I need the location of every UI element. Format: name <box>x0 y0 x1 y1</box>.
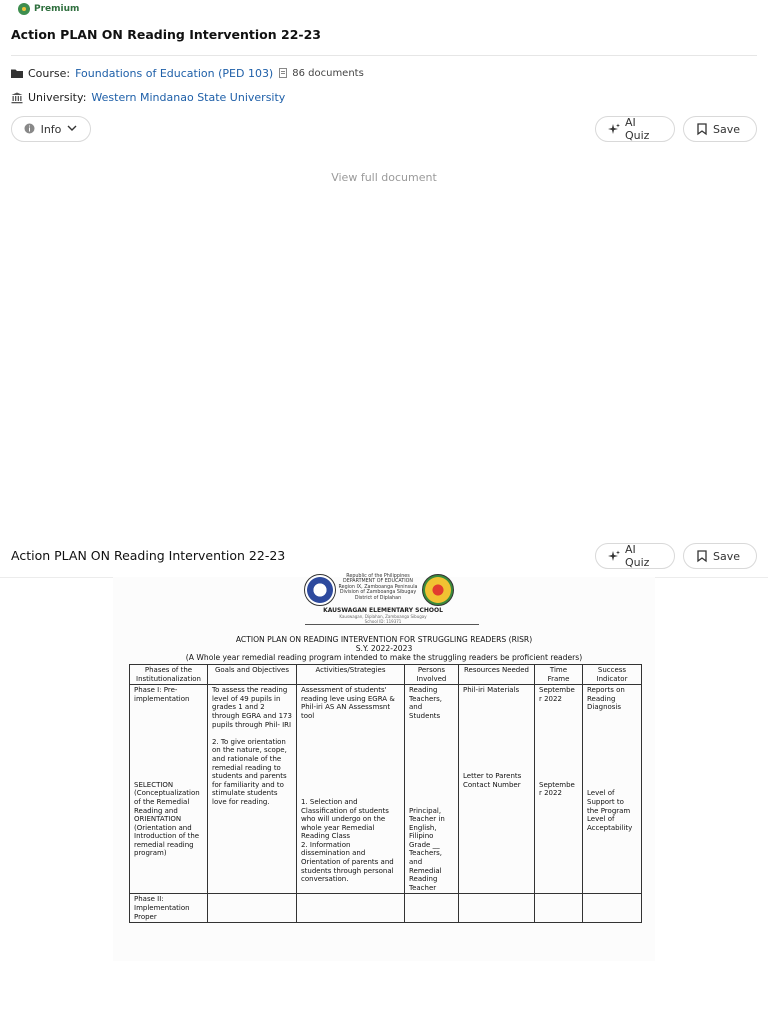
course-label: Course: <box>28 67 71 80</box>
sticky-ai-quiz-button[interactable] <box>595 543 675 569</box>
table-cell <box>459 894 535 923</box>
action-plan-table <box>129 664 642 923</box>
sparkle-icon <box>608 550 620 562</box>
premium-icon <box>18 3 30 15</box>
column-header: Success Indicator <box>583 665 642 685</box>
plan-subtitle: (A Whole year remedial reading program intended to make the struggling readers be proficient readers) <box>185 653 583 662</box>
university-row <box>11 91 285 104</box>
ai-quiz-button[interactable] <box>595 116 675 142</box>
documents-count: 86 documents <box>292 68 364 79</box>
plan-title: ACTION PLAN ON READING INTERVENTION FOR STRUGGLING READERS (RISR) <box>235 635 533 644</box>
column-header: Resources Needed <box>459 665 535 685</box>
course-link[interactable]: Foundations of Education (PED 103) <box>75 67 274 80</box>
save-button[interactable] <box>683 116 757 142</box>
university-link[interactable]: Western Mindanao State University <box>91 91 286 104</box>
sticky-header <box>0 538 768 578</box>
table-cell <box>405 894 459 923</box>
premium-badge <box>18 3 79 15</box>
university-icon <box>11 92 23 104</box>
folder-icon <box>11 68 23 80</box>
table-cell <box>583 894 642 923</box>
school-year: S.Y. 2022-2023 <box>355 644 413 653</box>
column-header: Phases of the Institutionalization <box>130 665 208 685</box>
university-label: University: <box>28 91 87 104</box>
sticky-title: Action PLAN ON Reading Intervention 22-23 <box>11 548 286 563</box>
school-name: KAUSWAGAN ELEMENTARY SCHOOL <box>323 607 443 614</box>
table-cell: Phase I: Pre-implementation SELECTION (Conceptualization of the Remedial Reading and ORIENTATION (Orientation and Introduction of the remedial reading program) <box>130 685 208 894</box>
table-header-row <box>130 665 642 685</box>
info-button[interactable] <box>11 116 91 142</box>
chevron-down-icon <box>66 123 78 135</box>
document-preview <box>113 574 655 961</box>
table-cell <box>535 894 583 923</box>
view-full-document-link[interactable]: View full document <box>331 171 437 184</box>
info-icon <box>24 123 36 135</box>
school-id: School ID: 119371 <box>364 619 402 624</box>
header-line: Republic of the Philippines <box>346 574 410 579</box>
column-header: Persons Involved <box>405 665 459 685</box>
column-header: Goals and Objectives <box>208 665 297 685</box>
course-row <box>11 67 364 80</box>
ai-quiz-label: AI Quiz <box>625 116 650 142</box>
school-address: Kauswagan, Diplahan, Zamboanga Sibugay <box>339 614 427 619</box>
document-title: Action PLAN ON Reading Intervention 22-23 <box>11 27 321 42</box>
header-rule <box>305 624 479 625</box>
document-icon <box>278 68 287 80</box>
header-line: Region IX, Zamboanga Peninsula <box>338 584 418 590</box>
info-label: Info <box>40 122 62 136</box>
sticky-ai-quiz-label: AI Quiz <box>625 543 650 569</box>
bookmark-icon <box>696 550 708 562</box>
header-line: DEPARTMENT OF EDUCATION <box>343 579 413 584</box>
save-label: Save <box>713 122 741 136</box>
column-header: Activities/Strategies <box>297 665 405 685</box>
table-cell: Phase II: Implementation Proper <box>130 894 208 923</box>
sticky-save-button[interactable] <box>683 543 757 569</box>
header-line: District of Diplahan <box>354 595 402 601</box>
sparkle-icon <box>608 123 620 135</box>
divider <box>11 55 757 56</box>
column-header: Time Frame <box>535 665 583 685</box>
premium-label: Premium <box>34 4 80 14</box>
sticky-save-label: Save <box>713 549 741 563</box>
header-line: Division of Zamboanga Sibugay <box>339 590 417 595</box>
table-cell: Reading Teachers, and Students Principal, Teacher in English, Filipino Grade __ Teachers, and Remedial Reading Teacher <box>405 685 459 894</box>
bookmark-icon <box>696 123 708 135</box>
table-cell: To assess the reading level of 49 pupils in grades 1 and 2 through EGRA and 173 pupils through Phil- IRI 2. To give orientation on the nature, scope, and rationale of the remedial reading to students and parents for familiarity and to stimulate students love for reading. <box>208 685 297 894</box>
table-cell: Septembe r 2022 Septembe r 2022 <box>535 685 583 894</box>
table-cell <box>208 894 297 923</box>
table-row <box>130 894 642 923</box>
table-cell: Phil-iri Materials Letter to Parents Contact Number <box>459 685 535 894</box>
table-cell: Assessment of students' reading leve using EGRA & Phil-iri AS AN Assessmsnt tool 1. Selection and Classification of students who will undergo on the whole year Remedial Reading Class 2. Information dissemination and Orientation of parents and students through personal conversation. <box>297 685 405 894</box>
table-cell <box>297 894 405 923</box>
table-cell: Reports on Reading Diagnosis Level of Support to the Program Level of Acceptability <box>583 685 642 894</box>
table-row <box>130 685 642 894</box>
